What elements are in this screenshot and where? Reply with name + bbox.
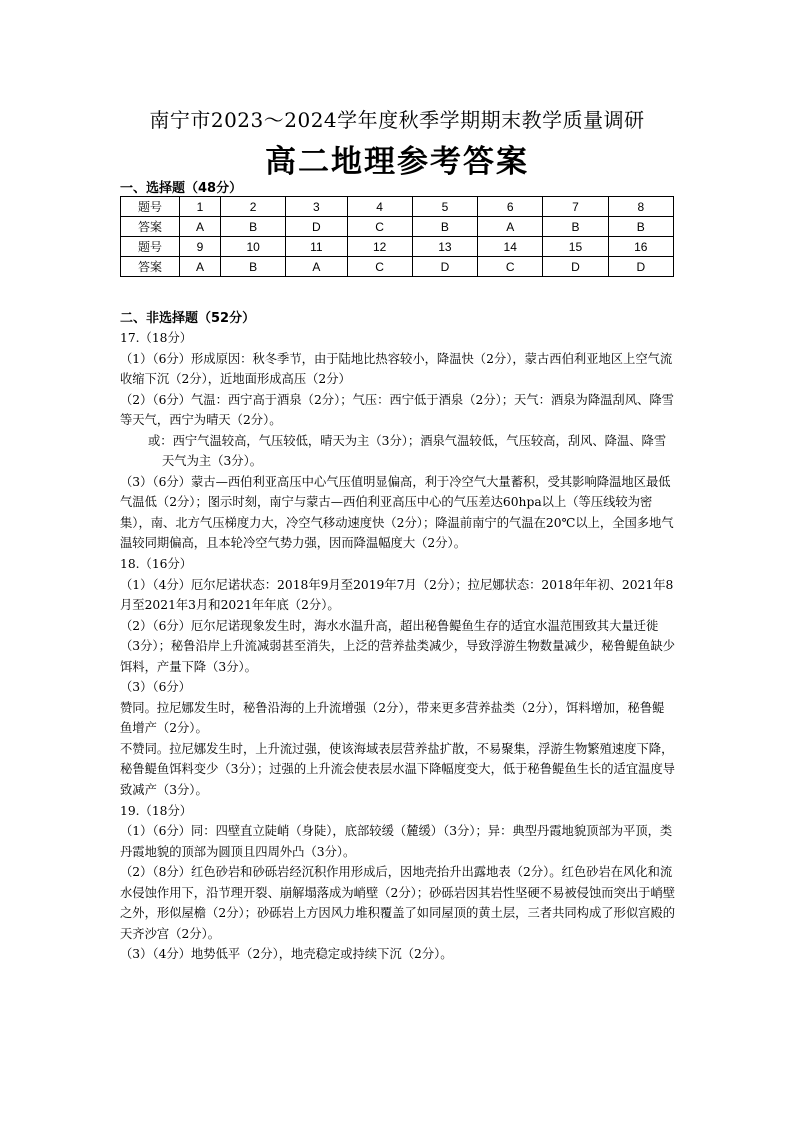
table-row <box>121 197 674 217</box>
answer-19-3: （3）（4分）地势低平（2分），地壳稳定或持续下沉（2分）。 <box>120 947 453 962</box>
page-title: 高二地理参考答案 <box>265 144 529 180</box>
answer-table <box>120 196 674 277</box>
exam-subtitle: 南宁市2023～2024学年度秋季学期期末教学质量调研 <box>149 108 645 132</box>
answer-18-2: （2）（6分）厄尔尼诺现象发生时，海水水温升高，超出秘鲁鳀鱼生存的适宜水温范围致其大量迁徙（3分）；秘鲁沿岸上升流减弱甚至消失，上泛的营养盐类减少，导致浮游生物数量减少，秘鲁鳀鱼缺少饵料，产量下降（3分）。 <box>120 618 676 674</box>
table-cell: B <box>412 217 477 237</box>
table-row <box>121 257 674 277</box>
table-cell: B <box>543 217 608 237</box>
table-cell: 14 <box>478 237 543 257</box>
table-cell: D <box>543 257 608 277</box>
table-cell: A <box>286 257 347 277</box>
table-cell: 3 <box>286 197 347 217</box>
table-cell: B <box>220 257 285 277</box>
question-19-heading: 19.（18分） <box>120 803 193 818</box>
answer-17-3: （3）（6分）蒙古—西伯利亚高压中心气压值明显偏高，利于冷空气大量蓄积，受其影响降温地区最低气温低（2分）；图示时刻，南宁与蒙古—西伯利亚高压中心的气压差达60hpa以上（等压线较为密集），南、北方气压梯度力大，冷空气移动速度快（2分）；降温前南宁的气温在20℃以上，全国多地气温较同期偏高，且本轮冷空气势力强，因而降温幅度大（2分）。 <box>120 474 674 551</box>
answer-17-1: （1）（6分）形成原因：秋冬季节，由于陆地比热容较小，降温快（2分），蒙古西伯利亚地区上空气流收缩下沉（2分），近地面形成高压（2分） <box>120 351 673 387</box>
table-cell: 9 <box>180 237 221 257</box>
table-cell: 2 <box>220 197 285 217</box>
table-cell: 8 <box>608 197 673 217</box>
table-cell: 16 <box>608 237 673 257</box>
table-cell: 12 <box>347 237 412 257</box>
answer-19-1: （1）（6分）同：四壁直立陡峭（身陡），底部较缓（麓缓）（3分）；异：典型丹霞地貌顶部为平顶，类丹霞地貌的顶部为圆顶且四周外凸（3分）。 <box>120 824 673 859</box>
answer-18-3-heading: （3）（6分） <box>120 680 191 695</box>
answer-18-3-disagree: 不赞同。拉尼娜发生时，上升流过强，使该海域表层营养盐扩散，不易聚集，浮游生物繁殖速度下降，秘鲁鳀鱼饵料变少（3分）；过强的上升流会使表层水温下降幅度变大，低于秘鲁鳀鱼生长的适宜温度导致减产（3分）。 <box>120 741 676 798</box>
section-heading-nonchoice: 二、非选择题（52分） <box>120 311 256 326</box>
table-row-label: 答案 <box>121 257 180 277</box>
table-cell: D <box>412 257 477 277</box>
table-cell: 7 <box>543 197 608 217</box>
table-row <box>121 217 674 237</box>
table-cell: A <box>478 217 543 237</box>
answer-18-3-agree: 赞同。拉尼娜发生时，秘鲁沿海的上升流增强（2分），带来更多营养盐类（2分），饵料增加，秘鲁鳀鱼增产（2分）。 <box>120 700 665 736</box>
table-row <box>121 237 674 257</box>
table-cell: 5 <box>412 197 477 217</box>
answer-17-2: （2）（6分）气温：西宁高于酒泉（2分）；气压：西宁低于酒泉（2分）；天气：酒泉为降温刮风、降雪等天气，西宁为晴天（2分）。 <box>120 392 674 428</box>
table-row-label: 答案 <box>121 217 180 237</box>
answer-19-2: （2）（8分）红色砂岩和砂砾岩经沉积作用形成后，因地壳抬升出露地表（2分）。红色砂岩在风化和流水侵蚀作用下，沿节理开裂、崩解塌落成为峭壁（2分）；砂砾岩因其岩性坚硬不易被侵蚀而突出于峭壁之外，形似屋檐（2分）；砂砾岩上方因风力堆积覆盖了如同屋顶的黄土层，三者共同构成了形似宫殿的天齐沙宫（2分）。 <box>120 865 676 941</box>
answer-18-1: （1）（4分）厄尔尼诺状态：2018年9月至2019年7月（2分）；拉尼娜状态：2018年年初、2021年8月至2021年3月和2021年年底（2分）。 <box>120 577 674 613</box>
section-heading-choice: 一、选择题（48分） <box>120 181 243 196</box>
table-cell: B <box>220 217 285 237</box>
table-cell: 10 <box>220 237 285 257</box>
table-cell: A <box>180 217 221 237</box>
table-cell: B <box>608 217 673 237</box>
table-cell: 1 <box>180 197 221 217</box>
table-cell: A <box>180 257 221 277</box>
table-cell: D <box>608 257 673 277</box>
table-cell: 11 <box>286 237 347 257</box>
table-cell: 15 <box>543 237 608 257</box>
question-17-heading: 17.（18分） <box>120 331 193 345</box>
table-cell: 4 <box>347 197 412 217</box>
table-cell: C <box>347 217 412 237</box>
table-cell: C <box>478 257 543 277</box>
question-18-heading: 18.（16分） <box>120 557 193 572</box>
table-cell: 6 <box>478 197 543 217</box>
answer-17-2-alt: 或：西宁气温较高，气压较低，晴天为主（3分）；酒泉气温较低，气压较高，刮风、降温、降雪天气为主（3分）。 <box>148 433 667 469</box>
table-cell: C <box>347 257 412 277</box>
answer-body <box>120 328 676 965</box>
table-cell: D <box>286 217 347 237</box>
table-cell: 13 <box>412 237 477 257</box>
table-row-label: 题号 <box>121 197 180 217</box>
table-row-label: 题号 <box>121 237 180 257</box>
